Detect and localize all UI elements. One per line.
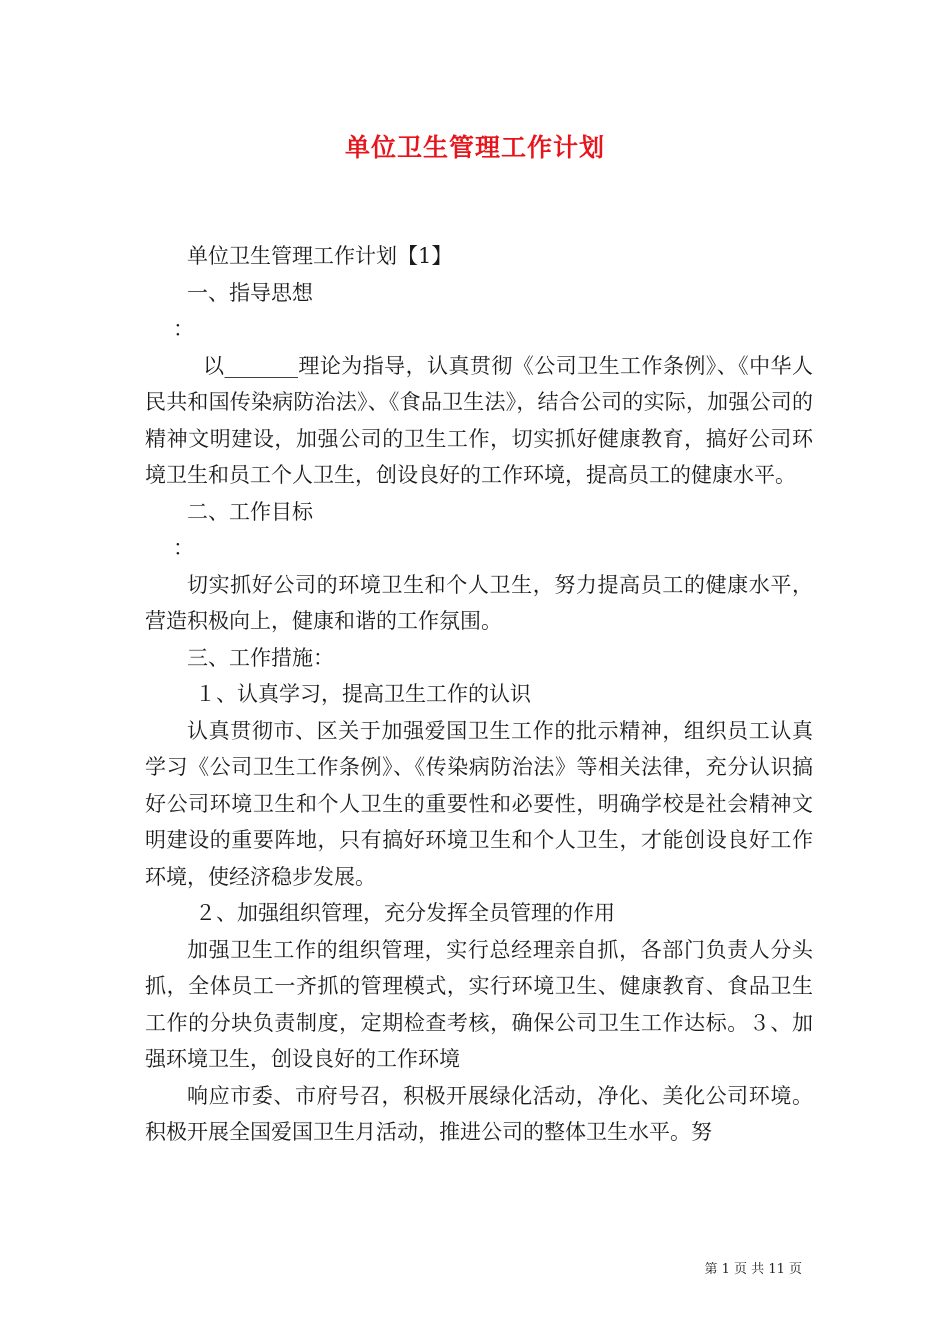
paragraph: 认真贯彻市、区关于加强爱国卫生工作的批示精神，组织员工认真学习《公司卫生工作条例》、《传染病防治法》等相关法律，充分认识搞好公司环境卫生和个人卫生的重要性和必要性，明确学校是社会精神文明建设的重要阵地，只有搞好环境卫生和个人卫生，才能创设良好工作环境，使经济稳步发展。: [145, 718, 813, 889]
paragraph: 切实抓好公司的环境卫生和个人卫生，努力提高员工的健康水平，营造积极向上，健康和谐的工作氛围。: [145, 572, 813, 633]
paragraph: 加强卫生工作的组织管理，实行总经理亲自抓，各部门负责人分头抓，全体员工一齐抓的管理模式，实行环境卫生、健康教育、食品卫生工作的分块负责制度，定期检查考核，确保公司卫生工作达标。３、加强环境卫生，创设良好的工作环境: [145, 937, 813, 1071]
section-heading: 三、工作措施：: [187, 645, 334, 670]
document-title: 单位卫生管理工作计划: [344, 133, 605, 162]
section-heading: 单位卫生管理工作计划【1】: [187, 244, 453, 268]
paragraph: 以_______理论为指导，认真贯彻《公司卫生工作条例》、《中华人民共和国传染病防治法》、《食品卫生法》，结合公司的实际，加强公司的精神文明建设，加强公司的卫生工作，切实抓好健康教育，搞好公司环境卫生和员工个人卫生，创设良好的工作环境，提高员工的健康水平。: [145, 353, 813, 487]
subsection-heading: ２、加强组织管理，充分发挥全员管理的作用: [195, 901, 615, 925]
section-heading: 一、指导思想: [187, 280, 313, 305]
section-heading: 二、工作目标: [187, 499, 313, 524]
subsection-heading: １、认真学习，提高卫生工作的认识: [195, 682, 531, 706]
paragraph: 响应市委、市府号召，积极开展绿化活动，净化、美化公司环境。积极开展全国爱国卫生月活动，推进公司的整体卫生水平。努: [145, 1083, 813, 1144]
page-footer: 第 1 页 共 11 页: [704, 1262, 802, 1277]
document-body: [145, 238, 813, 1151]
paragraph: ：: [173, 536, 194, 560]
paragraph: ：: [173, 317, 194, 341]
